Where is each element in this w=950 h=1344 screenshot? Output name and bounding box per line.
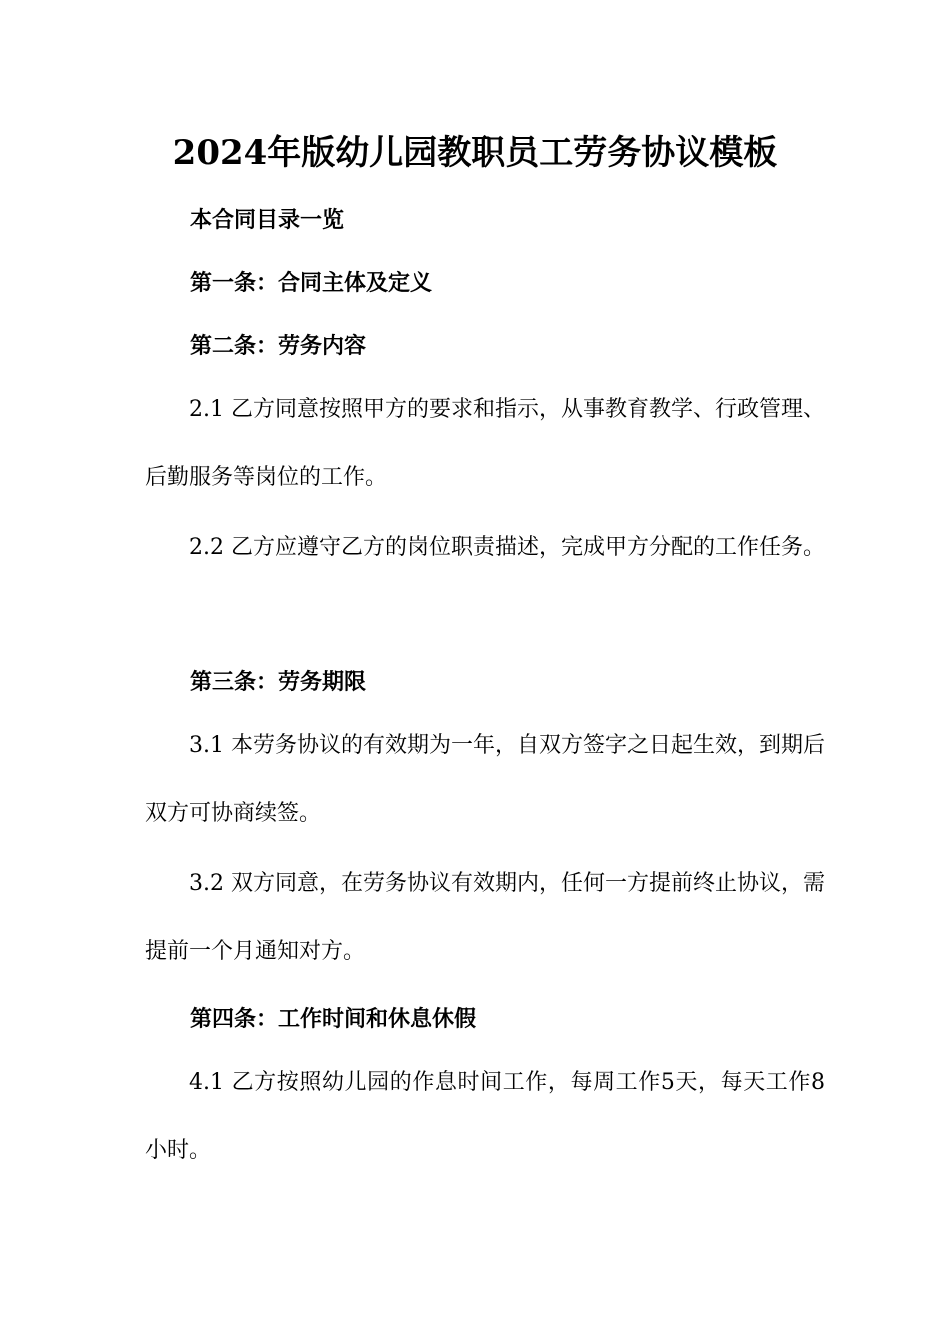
clause-2-1: 2.1 乙方同意按照甲方的要求和指示，从事教育教学、行政管理、后勤服务等岗位的工作。 — [145, 397, 825, 490]
clause-3-2: 3.2 双方同意，在劳务协议有效期内，任何一方提前终止协议，需提前一个月通知对方。 — [145, 871, 825, 964]
clause-2-2: 2.2 乙方应遵守乙方的岗位职责描述，完成甲方分配的工作任务。 — [189, 535, 825, 560]
document-title: 2024年版幼儿园教职员工劳务协议模板 — [172, 133, 778, 173]
toc-heading: 本合同目录一览 — [190, 207, 345, 233]
article-2-heading: 第二条：劳务内容 — [190, 333, 367, 359]
article-3-heading: 第三条：劳务期限 — [190, 669, 367, 695]
clause-4-1: 4.1 乙方按照幼儿园的作息时间工作，每周工作5天，每天工作8小时。 — [145, 1070, 825, 1163]
clause-3-1: 3.1 本劳务协议的有效期为一年，自双方签字之日起生效，到期后双方可协商续签。 — [145, 733, 825, 826]
article-1-heading: 第一条：合同主体及定义 — [190, 270, 433, 296]
article-4-heading: 第四条：工作时间和休息休假 — [190, 1006, 477, 1032]
